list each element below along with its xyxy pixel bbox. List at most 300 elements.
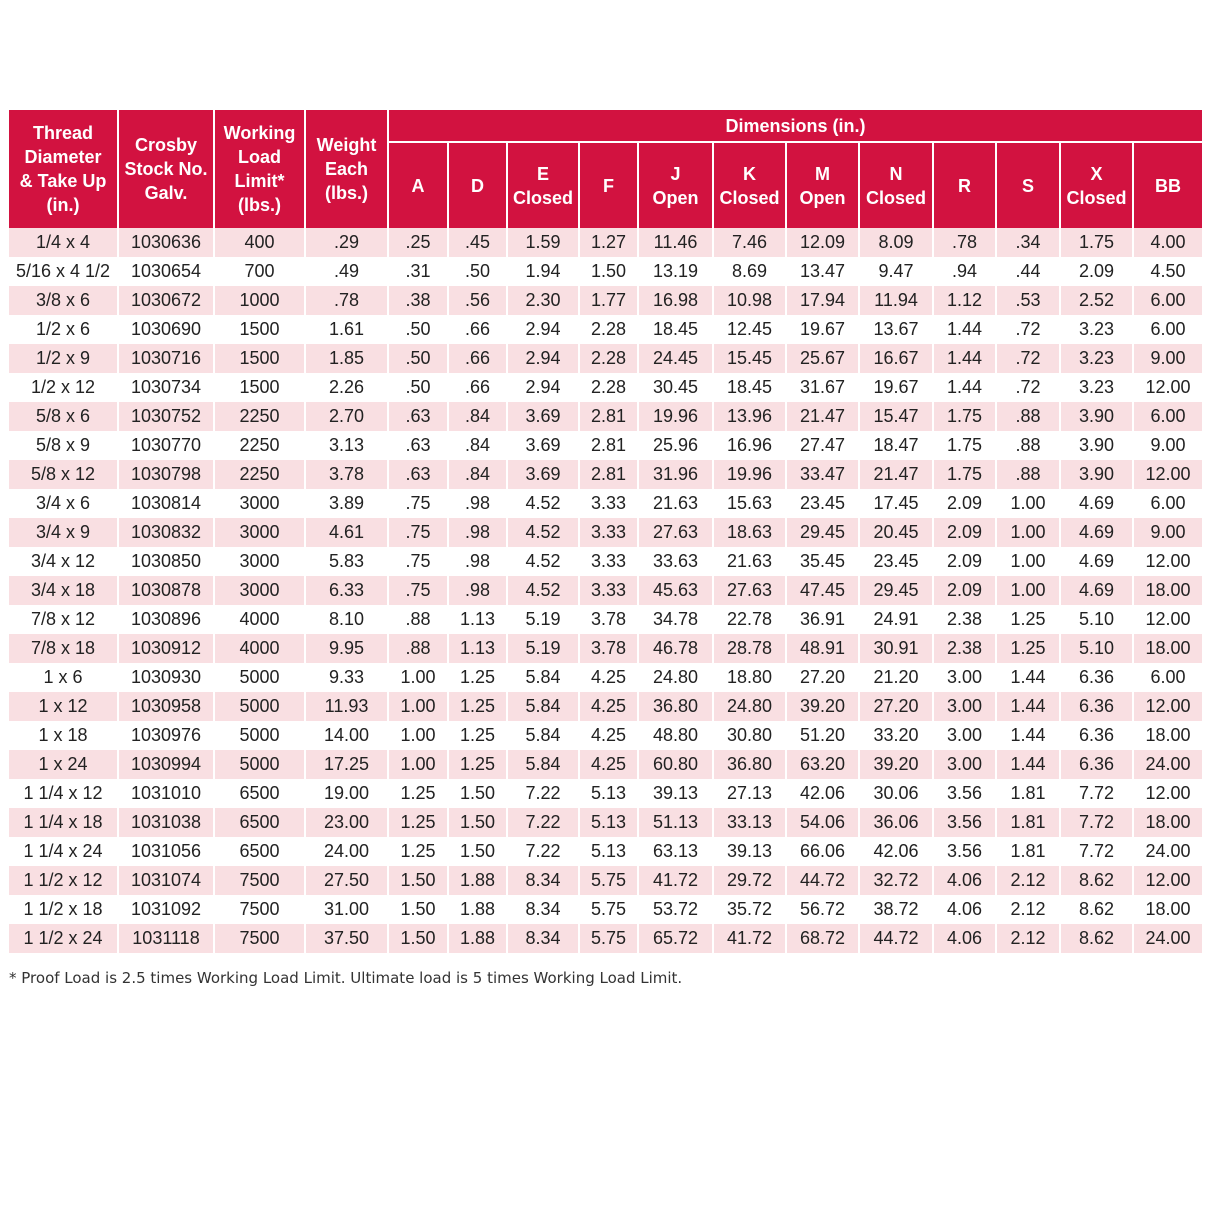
table-cell: 1500 <box>214 344 305 373</box>
table-cell: 9.33 <box>305 663 388 692</box>
table-cell: 27.13 <box>713 779 786 808</box>
table-cell: 3.89 <box>305 489 388 518</box>
table-cell: 4.52 <box>507 576 579 605</box>
table-cell: 25.96 <box>638 431 713 460</box>
table-cell: 12.00 <box>1133 779 1202 808</box>
table-cell: 24.00 <box>1133 924 1202 953</box>
table-cell: 3.69 <box>507 402 579 431</box>
table-cell: 5.84 <box>507 721 579 750</box>
table-cell: 5.84 <box>507 692 579 721</box>
table-cell: 3.69 <box>507 431 579 460</box>
table-cell: 1 1/2 x 18 <box>9 895 118 924</box>
table-cell: 1.44 <box>996 663 1060 692</box>
table-cell: .53 <box>996 286 1060 315</box>
table-cell: 1.75 <box>933 460 996 489</box>
table-cell: 1.00 <box>388 721 448 750</box>
table-cell: 12.00 <box>1133 692 1202 721</box>
table-cell: 1030958 <box>118 692 214 721</box>
table-cell: 46.78 <box>638 634 713 663</box>
table-cell: 24.80 <box>638 663 713 692</box>
table-cell: 2.94 <box>507 373 579 402</box>
table-cell: .44 <box>996 257 1060 286</box>
table-cell: 27.20 <box>786 663 859 692</box>
table-cell: 1 x 18 <box>9 721 118 750</box>
table-cell: 14.00 <box>305 721 388 750</box>
table-cell: 3000 <box>214 489 305 518</box>
table-cell: 7/8 x 12 <box>9 605 118 634</box>
table-cell: 12.00 <box>1133 373 1202 402</box>
table-cell: 30.91 <box>859 634 933 663</box>
table-header <box>9 110 1202 228</box>
table-cell: 56.72 <box>786 895 859 924</box>
table-cell: 1.88 <box>448 895 507 924</box>
header-dim-r: R <box>933 142 996 228</box>
table-cell: .88 <box>996 460 1060 489</box>
table-cell: 1030832 <box>118 518 214 547</box>
table-cell: .56 <box>448 286 507 315</box>
header-dim-a: A <box>388 142 448 228</box>
table-cell: 5000 <box>214 692 305 721</box>
table-cell: 1030752 <box>118 402 214 431</box>
table-cell: 1.44 <box>933 315 996 344</box>
header-stock-number: Crosby Stock No. Galv. <box>118 110 214 228</box>
table-cell: 12.00 <box>1133 866 1202 895</box>
table-cell: .72 <box>996 373 1060 402</box>
table-cell: 30.45 <box>638 373 713 402</box>
table-cell: 3.23 <box>1060 373 1133 402</box>
table-cell: 1.81 <box>996 808 1060 837</box>
table-cell: 2.12 <box>996 924 1060 953</box>
table-cell: 1.13 <box>448 605 507 634</box>
table-cell: 1.25 <box>448 692 507 721</box>
table-cell: 25.67 <box>786 344 859 373</box>
table-cell: 1.81 <box>996 779 1060 808</box>
table-cell: 2.26 <box>305 373 388 402</box>
header-dimensions: Dimensions (in.) <box>388 110 1202 142</box>
table-cell: 19.67 <box>786 315 859 344</box>
table-cell: .98 <box>448 489 507 518</box>
table-cell: 7.46 <box>713 228 786 257</box>
table-cell: .63 <box>388 460 448 489</box>
table-cell: 1/4 x 4 <box>9 228 118 257</box>
table-cell: 1.25 <box>388 779 448 808</box>
table-cell: 41.72 <box>713 924 786 953</box>
table-cell: 1/2 x 9 <box>9 344 118 373</box>
table-row <box>9 431 1202 460</box>
table-cell: 24.00 <box>1133 837 1202 866</box>
table-cell: 21.63 <box>638 489 713 518</box>
table-cell: 5.84 <box>507 750 579 779</box>
table-cell: 2.38 <box>933 605 996 634</box>
table-cell: 5/8 x 9 <box>9 431 118 460</box>
table-row <box>9 228 1202 257</box>
table-cell: .34 <box>996 228 1060 257</box>
table-row <box>9 721 1202 750</box>
table-cell: 4000 <box>214 634 305 663</box>
table-cell: 3/8 x 6 <box>9 286 118 315</box>
table-cell: 4.06 <box>933 866 996 895</box>
table-cell: 1 1/2 x 12 <box>9 866 118 895</box>
table-cell: 63.13 <box>638 837 713 866</box>
table-cell: 39.13 <box>713 837 786 866</box>
table-cell: 7.72 <box>1060 779 1133 808</box>
table-cell: 36.80 <box>713 750 786 779</box>
table-cell: 4.69 <box>1060 547 1133 576</box>
table-cell: 6500 <box>214 808 305 837</box>
table-cell: 3/4 x 12 <box>9 547 118 576</box>
table-cell: 1.44 <box>933 373 996 402</box>
table-cell: 1.75 <box>933 402 996 431</box>
header-dim-bb: BB <box>1133 142 1202 228</box>
table-cell: 27.63 <box>713 576 786 605</box>
table-cell: 24.91 <box>859 605 933 634</box>
table-cell: 54.06 <box>786 808 859 837</box>
table-cell: 5.75 <box>579 866 638 895</box>
table-cell: 1.00 <box>996 518 1060 547</box>
table-cell: .98 <box>448 518 507 547</box>
table-cell: 8.62 <box>1060 895 1133 924</box>
table-cell: 31.67 <box>786 373 859 402</box>
table-cell: 1030672 <box>118 286 214 315</box>
header-dim-n: N Closed <box>859 142 933 228</box>
table-cell: 1/2 x 6 <box>9 315 118 344</box>
table-cell: 1.75 <box>1060 228 1133 257</box>
table-cell: 17.94 <box>786 286 859 315</box>
table-cell: .75 <box>388 547 448 576</box>
table-cell: 400 <box>214 228 305 257</box>
table-cell: 5.10 <box>1060 634 1133 663</box>
table-cell: 1031010 <box>118 779 214 808</box>
table-cell: 5.13 <box>579 779 638 808</box>
table-cell: 3.33 <box>579 547 638 576</box>
table-cell: 6.00 <box>1133 402 1202 431</box>
table-cell: 12.00 <box>1133 605 1202 634</box>
table-cell: 3.90 <box>1060 402 1133 431</box>
header-dim-m: M Open <box>786 142 859 228</box>
table-cell: 2250 <box>214 460 305 489</box>
table-cell: 18.80 <box>713 663 786 692</box>
table-cell: 44.72 <box>786 866 859 895</box>
table-cell: .98 <box>448 547 507 576</box>
table-cell: .66 <box>448 315 507 344</box>
table-cell: .78 <box>933 228 996 257</box>
table-cell: 23.45 <box>786 489 859 518</box>
table-row <box>9 257 1202 286</box>
table-cell: 6500 <box>214 837 305 866</box>
table-cell: 1.00 <box>388 663 448 692</box>
table-cell: 1 1/4 x 24 <box>9 837 118 866</box>
table-cell: 6.00 <box>1133 286 1202 315</box>
table-row <box>9 344 1202 373</box>
table-cell: 27.47 <box>786 431 859 460</box>
table-cell: 4.61 <box>305 518 388 547</box>
table-cell: 15.63 <box>713 489 786 518</box>
table-cell: 11.93 <box>305 692 388 721</box>
table-cell: 2.81 <box>579 460 638 489</box>
table-cell: 5.10 <box>1060 605 1133 634</box>
table-cell: 66.06 <box>786 837 859 866</box>
table-cell: 51.13 <box>638 808 713 837</box>
table-cell: 1.44 <box>996 750 1060 779</box>
table-cell: 28.78 <box>713 634 786 663</box>
table-cell: 29.45 <box>786 518 859 547</box>
table-cell: 1.25 <box>996 634 1060 663</box>
table-cell: 1.61 <box>305 315 388 344</box>
table-cell: .49 <box>305 257 388 286</box>
table-cell: 37.50 <box>305 924 388 953</box>
table-cell: 17.25 <box>305 750 388 779</box>
table-row <box>9 837 1202 866</box>
table-cell: 21.47 <box>859 460 933 489</box>
table-cell: 1/2 x 12 <box>9 373 118 402</box>
table-cell: 33.47 <box>786 460 859 489</box>
table-cell: .84 <box>448 460 507 489</box>
table-cell: 4.06 <box>933 924 996 953</box>
table-cell: 1.50 <box>448 808 507 837</box>
table-cell: 5/8 x 6 <box>9 402 118 431</box>
table-cell: 9.95 <box>305 634 388 663</box>
table-cell: 18.00 <box>1133 895 1202 924</box>
table-cell: 7.22 <box>507 808 579 837</box>
table-cell: .78 <box>305 286 388 315</box>
table-cell: 2.94 <box>507 344 579 373</box>
table-cell: 4.25 <box>579 692 638 721</box>
table-cell: 7500 <box>214 924 305 953</box>
table-cell: 4.69 <box>1060 489 1133 518</box>
table-cell: 19.67 <box>859 373 933 402</box>
table-cell: 45.63 <box>638 576 713 605</box>
table-cell: 5.13 <box>579 808 638 837</box>
table-cell: 39.20 <box>859 750 933 779</box>
table-cell: 5.75 <box>579 924 638 953</box>
table-row <box>9 518 1202 547</box>
table-cell: 21.47 <box>786 402 859 431</box>
table-cell: 36.06 <box>859 808 933 837</box>
table-cell: 12.00 <box>1133 460 1202 489</box>
table-cell: 1031038 <box>118 808 214 837</box>
table-cell: 1031118 <box>118 924 214 953</box>
table-cell: 1030636 <box>118 228 214 257</box>
table-cell: 38.72 <box>859 895 933 924</box>
table-cell: .88 <box>388 605 448 634</box>
table-cell: .45 <box>448 228 507 257</box>
table-cell: 5.19 <box>507 605 579 634</box>
table-cell: 1030976 <box>118 721 214 750</box>
table-cell: 13.67 <box>859 315 933 344</box>
table-cell: 1 1/2 x 24 <box>9 924 118 953</box>
header-dim-e: E Closed <box>507 142 579 228</box>
table-cell: 1030814 <box>118 489 214 518</box>
table-cell: 20.45 <box>859 518 933 547</box>
table-cell: 9.00 <box>1133 518 1202 547</box>
table-cell: 32.72 <box>859 866 933 895</box>
table-cell: 8.10 <box>305 605 388 634</box>
table-cell: 1.13 <box>448 634 507 663</box>
table-cell: 3000 <box>214 576 305 605</box>
table-cell: 1030896 <box>118 605 214 634</box>
table-cell: 33.63 <box>638 547 713 576</box>
table-cell: 3.78 <box>305 460 388 489</box>
table-cell: 2.81 <box>579 431 638 460</box>
table-cell: 42.06 <box>859 837 933 866</box>
table-row <box>9 779 1202 808</box>
table-row <box>9 402 1202 431</box>
table-cell: 18.00 <box>1133 576 1202 605</box>
table-cell: 3/4 x 18 <box>9 576 118 605</box>
table-cell: 3.13 <box>305 431 388 460</box>
table-cell: 19.96 <box>713 460 786 489</box>
table-cell: 1.50 <box>448 837 507 866</box>
table-cell: 6.33 <box>305 576 388 605</box>
table-cell: 8.09 <box>859 228 933 257</box>
table-cell: 21.63 <box>713 547 786 576</box>
table-cell: 11.46 <box>638 228 713 257</box>
table-cell: 6.36 <box>1060 750 1133 779</box>
table-cell: .84 <box>448 431 507 460</box>
table-cell: 13.47 <box>786 257 859 286</box>
table-cell: 5.19 <box>507 634 579 663</box>
table-cell: 4.00 <box>1133 228 1202 257</box>
table-cell: 36.91 <box>786 605 859 634</box>
table-cell: 24.00 <box>305 837 388 866</box>
table-cell: 1030770 <box>118 431 214 460</box>
table-cell: 18.45 <box>638 315 713 344</box>
table-cell: 3.56 <box>933 837 996 866</box>
table-cell: 9.47 <box>859 257 933 286</box>
table-cell: 7.22 <box>507 837 579 866</box>
table-cell: 4.52 <box>507 489 579 518</box>
table-row <box>9 576 1202 605</box>
table-cell: 11.94 <box>859 286 933 315</box>
table-cell: 5000 <box>214 663 305 692</box>
table-cell: 3.56 <box>933 808 996 837</box>
table-cell: 2.12 <box>996 895 1060 924</box>
table-cell: 27.20 <box>859 692 933 721</box>
table-row <box>9 866 1202 895</box>
table-cell: 1.00 <box>388 750 448 779</box>
table-cell: 48.80 <box>638 721 713 750</box>
table-cell: .29 <box>305 228 388 257</box>
table-cell: 2.30 <box>507 286 579 315</box>
table-row <box>9 808 1202 837</box>
table-cell: 35.72 <box>713 895 786 924</box>
table-cell: 23.00 <box>305 808 388 837</box>
table-cell: 4.25 <box>579 721 638 750</box>
table-cell: 17.45 <box>859 489 933 518</box>
table-cell: 12.00 <box>1133 547 1202 576</box>
table-cell: 5000 <box>214 721 305 750</box>
table-cell: 1.44 <box>933 344 996 373</box>
table-cell: .72 <box>996 344 1060 373</box>
table-cell: .94 <box>933 257 996 286</box>
table-cell: 15.45 <box>713 344 786 373</box>
table-cell: .63 <box>388 431 448 460</box>
table-cell: .88 <box>388 634 448 663</box>
table-cell: 2250 <box>214 402 305 431</box>
table-cell: 2250 <box>214 431 305 460</box>
table-cell: .72 <box>996 315 1060 344</box>
table-cell: 29.45 <box>859 576 933 605</box>
table-cell: .98 <box>448 576 507 605</box>
table-cell: .63 <box>388 402 448 431</box>
table-cell: 30.80 <box>713 721 786 750</box>
table-cell: 33.13 <box>713 808 786 837</box>
table-cell: 3.23 <box>1060 315 1133 344</box>
table-cell: 27.63 <box>638 518 713 547</box>
table-cell: 31.00 <box>305 895 388 924</box>
table-cell: 7/8 x 18 <box>9 634 118 663</box>
table-cell: 9.00 <box>1133 431 1202 460</box>
table-cell: 4.69 <box>1060 518 1133 547</box>
table-cell: 6.36 <box>1060 692 1133 721</box>
table-cell: 4.25 <box>579 750 638 779</box>
table-cell: 1.44 <box>996 721 1060 750</box>
table-cell: 1.27 <box>579 228 638 257</box>
table-cell: 1.00 <box>996 547 1060 576</box>
table-row <box>9 315 1202 344</box>
table-cell: 1.50 <box>388 866 448 895</box>
table-cell: 1.50 <box>388 895 448 924</box>
table-cell: 5.83 <box>305 547 388 576</box>
table-cell: 34.78 <box>638 605 713 634</box>
table-cell: 7.72 <box>1060 837 1133 866</box>
table-cell: 24.45 <box>638 344 713 373</box>
table-cell: 4.52 <box>507 518 579 547</box>
table-cell: 1030878 <box>118 576 214 605</box>
header-dim-d: D <box>448 142 507 228</box>
table-cell: 63.20 <box>786 750 859 779</box>
table-cell: 1000 <box>214 286 305 315</box>
header-weight-each: Weight Each (lbs.) <box>305 110 388 228</box>
table-cell: 15.47 <box>859 402 933 431</box>
table-cell: 1030850 <box>118 547 214 576</box>
table-cell: 1 x 6 <box>9 663 118 692</box>
table-row <box>9 547 1202 576</box>
table-cell: 2.52 <box>1060 286 1133 315</box>
table-cell: 16.67 <box>859 344 933 373</box>
table-cell: 5/8 x 12 <box>9 460 118 489</box>
table-cell: 1030798 <box>118 460 214 489</box>
table-cell: 3.33 <box>579 518 638 547</box>
table-cell: 53.72 <box>638 895 713 924</box>
table-cell: 1030690 <box>118 315 214 344</box>
table-cell: 6.36 <box>1060 721 1133 750</box>
table-cell: 22.78 <box>713 605 786 634</box>
table-cell: 35.45 <box>786 547 859 576</box>
table-cell: 3.33 <box>579 489 638 518</box>
table-cell: .50 <box>388 373 448 402</box>
table-cell: 1.25 <box>448 750 507 779</box>
table-cell: 42.06 <box>786 779 859 808</box>
table-cell: 1.25 <box>448 663 507 692</box>
table-cell: 10.98 <box>713 286 786 315</box>
table-cell: 8.62 <box>1060 924 1133 953</box>
header-dim-s: S <box>996 142 1060 228</box>
table-cell: 1030930 <box>118 663 214 692</box>
header-dim-x: X Closed <box>1060 142 1133 228</box>
table-cell: 1030734 <box>118 373 214 402</box>
table-cell: 39.20 <box>786 692 859 721</box>
table-cell: 18.00 <box>1133 808 1202 837</box>
table-cell: 6.00 <box>1133 489 1202 518</box>
table-cell: 1500 <box>214 315 305 344</box>
table-cell: 8.34 <box>507 866 579 895</box>
table-cell: 2.28 <box>579 373 638 402</box>
table-cell: 18.00 <box>1133 634 1202 663</box>
table-cell: 3.00 <box>933 721 996 750</box>
table-cell: 18.47 <box>859 431 933 460</box>
table-cell: 1031074 <box>118 866 214 895</box>
